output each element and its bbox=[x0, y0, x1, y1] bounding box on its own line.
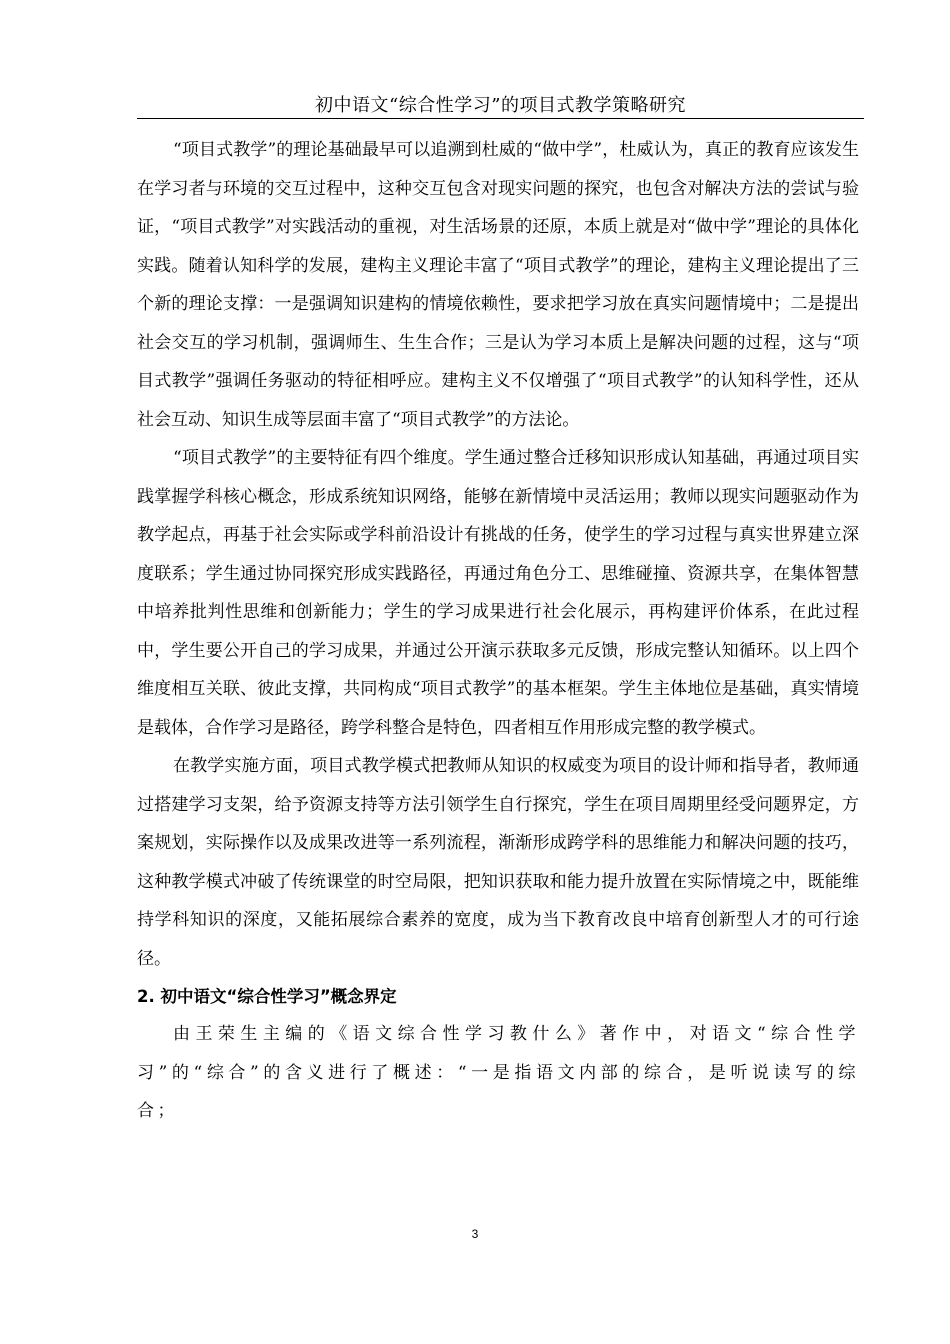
paragraph-theory: “项目式教学”的理论基础最早可以追溯到杜威的“做中学”，杜威认为，真正的教育应该发生在学习者与环境的交互过程中，这种交互包含对现实问题的探究，也包含对解决方法的尝试与验证，“项目式教学”对实践活动的重视，对生活场景的还原，本质上就是对“做中学”理论的具体化实践。随着认知科学的发展，建构主义理论丰富了“项目式教学”的理论，建构主义理论提出了三个新的理论支撑：一是强调知识建构的情境依赖性，要求把学习放在真实问题情境中；二是提出社会交互的学习机制，强调师生、生生合作；三是认为学习本质上是解决问题的过程，这与“项目式教学”强调任务驱动的特征相呼应。建构主义不仅增强了“项目式教学”的认知科学性，还从社会互动、知识生成等层面丰富了“项目式教学”的方法论。 bbox=[137, 140, 859, 430]
running-header-title: 初中语文“综合性学习”的项目式教学策略研究 bbox=[315, 95, 686, 116]
header-divider bbox=[137, 118, 864, 119]
page-number: 3 bbox=[471, 1227, 479, 1241]
paragraph-features: “项目式教学”的主要特征有四个维度。学生通过整合迁移知识形成认知基础，再通过项目实践掌握学科核心概念，形成系统知识网络，能够在新情境中灵活运用；教师以现实问题驱动作为教学起点，再基于社会实际或学科前沿设计有挑战的任务，使学生的学习过程与真实世界建立深度联系；学生通过协同探究形成实践路径，再通过角色分工、思维碰撞、资源共享，在集体智慧中培养批判性思维和创新能力；学生的学习成果进行社会化展示，再构建评价体系，在此过程中，学生要公开自己的学习成果，并通过公开演示获取多元反馈，形成完整认知循环。以上四个维度相互关联、彼此支撑，共同构成“项目式教学”的基本框架。学生主体地位是基础，真实情境是载体，合作学习是路径，跨学科整合是特色，四者相互作用形成完整的教学模式。 bbox=[137, 448, 859, 738]
body-text bbox=[137, 131, 859, 1131]
paragraph-implementation: 在教学实施方面，项目式教学模式把教师从知识的权威变为项目的设计师和指导者，教师通过搭建学习支架，给予资源支持等方法引领学生自行探究，学生在项目周期里经受问题界定，方案规划，实际操作以及成果改进等一系列流程，渐渐形成跨学科的思维能力和解决问题的技巧，这种教学模式冲破了传统课堂的时空局限，把知识获取和能力提升放置在实际情境之中，既能维持学科知识的深度，又能拓展综合素养的宽度，成为当下教育改良中培育创新型人才的可行途径。 bbox=[137, 756, 859, 969]
paragraph-definition: 由王荣生主编的《语文综合性学习教什么》著作中，对语文“综合性学习”的“综合”的含义进行了概述：“一是指语文内部的综合，是听说读写的综合； bbox=[137, 1024, 859, 1121]
section-heading: 2. 初中语文“综合性学习”概念界定 bbox=[137, 987, 397, 1006]
